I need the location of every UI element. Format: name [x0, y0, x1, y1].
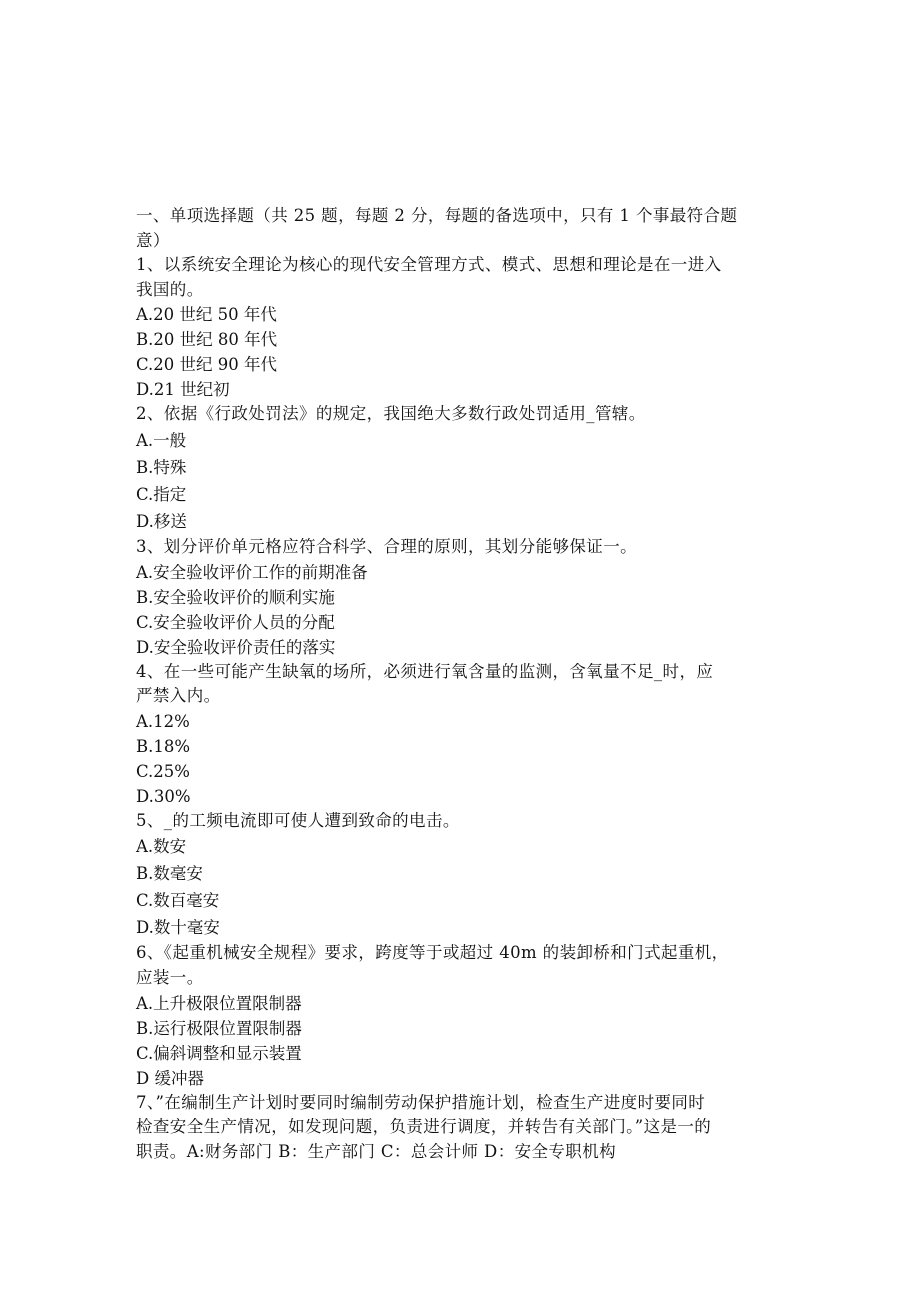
question-text: 7、”在编制生产计划时要同时编制劳动保护措施计划，检查生产进度时要同时 [136, 1092, 706, 1112]
option-d: D.数十毫安 [136, 918, 220, 938]
option-d: D.移送 [136, 511, 187, 531]
option-c: C.数百毫安 [136, 891, 220, 911]
question-1 [136, 253, 786, 402]
question-7 [136, 1091, 786, 1165]
section-heading-continued: 意） [136, 230, 170, 250]
section-heading: 一、单项选择题（共 25 题，每题 2 分，每题的备选项中，只有 1 个事最符合题 [136, 206, 738, 225]
question-text: 1、以系统安全理论为核心的现代安全管理方式、模式、思想和理论是在一进入 [136, 255, 722, 275]
option-d: D 缓冲器 [136, 1068, 204, 1088]
question-text: 5、_的工频电流即可使人遭到致命的电击。 [136, 810, 460, 830]
question-text: 6、《起重机械安全规程》要求，跨度等于或超过 40m 的装卸桥和门式起重机， [136, 943, 729, 963]
option-a: A.上升极限位置限制器 [136, 993, 302, 1013]
option-c: C.25% [136, 761, 190, 781]
option-b: B.安全验收评价的顺利实施 [136, 587, 335, 607]
question-3 [136, 535, 786, 660]
option-c: C.20 世纪 90 年代 [136, 355, 278, 375]
question-6 [136, 941, 786, 1090]
option-a: A.数安 [136, 837, 187, 857]
question-2 [136, 402, 786, 535]
option-d: D.21 世纪初 [136, 380, 230, 400]
question-text: 2、依据《行政处罚法》的规定，我国绝大多数行政处罚适用_管辖。 [136, 404, 646, 424]
option-b: B.数毫安 [136, 864, 203, 884]
option-b: B.20 世纪 80 年代 [136, 330, 278, 350]
question-5 [136, 809, 786, 942]
option-c: C.安全验收评价人员的分配 [136, 612, 335, 632]
question-text: 3、划分评价单元格应符合科学、合理的原则，其划分能够保证一。 [136, 536, 637, 556]
question-text: 职责。A:财务部门 B：生产部门 C：总会计师 D：安全专职机构 [136, 1141, 616, 1161]
option-c: C.指定 [136, 484, 187, 504]
question-text: 应装一。 [136, 967, 204, 987]
option-a: A.一般 [136, 430, 187, 450]
question-text: 我国的。 [136, 279, 204, 299]
document-page [136, 204, 786, 1164]
question-4 [136, 660, 786, 809]
option-d: D.安全验收评价责任的落实 [136, 637, 336, 657]
option-c: C.偏斜调整和显示装置 [136, 1043, 302, 1063]
option-b: B.运行极限位置限制器 [136, 1018, 302, 1038]
option-b: B.特殊 [136, 457, 187, 477]
question-text: 检查安全生产情况，如发现问题，负责进行调度，并转告有关部门。”这是一的 [136, 1117, 712, 1137]
option-a: A.安全验收评价工作的前期准备 [136, 562, 368, 582]
question-text: 4、在一些可能产生缺氧的场所，必须进行氧含量的监测，含氧量不足_时，应 [136, 661, 714, 681]
option-a: A.12% [136, 711, 190, 731]
question-text: 严禁入内。 [136, 686, 221, 706]
option-d: D.30% [136, 786, 191, 806]
option-b: B.18% [136, 736, 191, 756]
option-a: A.20 世纪 50 年代 [136, 305, 277, 325]
